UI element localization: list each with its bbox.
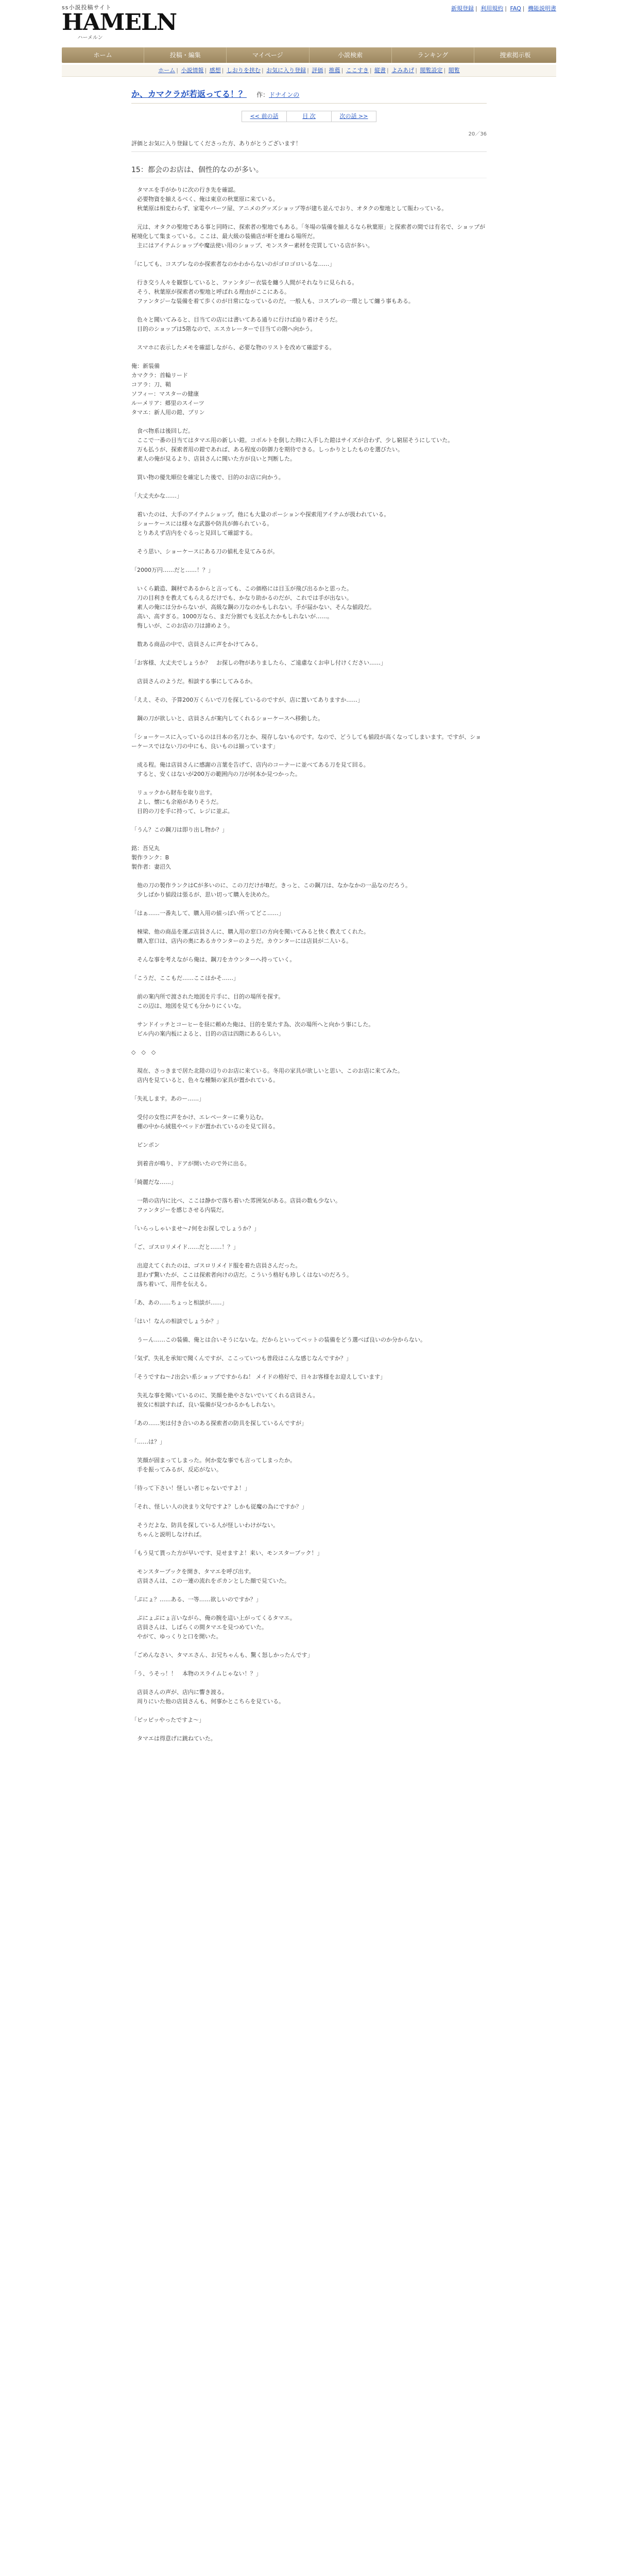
body-paragraph: ファンタジーを感じさせる内装だ。 — [131, 1207, 228, 1213]
nav-search-board[interactable]: 捜索掲示板 — [500, 52, 531, 59]
blank-line — [131, 723, 487, 733]
body-paragraph: 目的のショップは5階なので、エスカレーターで目当ての階へ向かう。 — [131, 326, 316, 332]
body-paragraph: 「大丈夫かな……」 — [131, 493, 182, 499]
blank-line — [131, 213, 487, 223]
blank-line — [131, 269, 487, 278]
blank-line — [131, 1410, 487, 1419]
blank-line — [131, 482, 487, 492]
blank-line — [131, 900, 487, 909]
nav-ranking[interactable]: ランキング — [392, 47, 474, 63]
blank-line — [131, 872, 487, 881]
site-logo[interactable] — [62, 3, 177, 41]
author-link[interactable]: ドナインの — [269, 91, 300, 98]
body-paragraph: 俺：新装備 — [131, 363, 160, 369]
blank-line — [131, 464, 487, 473]
nav-novel-search[interactable]: 小説検索 — [310, 47, 392, 63]
body-paragraph: 失礼な事を聞いているのに、笑顔を絶やさないでいてくれる店員さん。 — [131, 1392, 319, 1399]
episode-count: 20／36 — [468, 131, 487, 137]
body-paragraph: 棚の中から絨毯やベッドが置かれているのを見て回る。 — [131, 1123, 279, 1130]
body-paragraph: 色々と聞いてみると、目当ての店には書いてある通りに行けば辿り着けそうだ。 — [131, 316, 341, 323]
body-paragraph: 鋼の刀が欲しいと、店員さんが案内してくれるショーケースへ移動した。 — [131, 715, 324, 722]
author-line — [256, 91, 299, 98]
novel-header — [131, 88, 487, 104]
separator: | — [221, 67, 224, 74]
subnav-novel-info[interactable]: 小説情報 — [181, 67, 204, 74]
blank-line — [131, 1233, 487, 1243]
body-paragraph: ぷにょぷにょ言いながら、俺の腕を這い上がってくるタマエ。 — [131, 1615, 296, 1621]
subnav-bookmark[interactable]: しおりを挟む — [226, 67, 261, 74]
body-paragraph: 「いらっしゃいませ～♪何をお探しでしょうか？」 — [131, 1225, 260, 1232]
episode-pager — [242, 111, 376, 122]
blank-line — [131, 751, 487, 760]
body-paragraph: 「ご、ゴスロリメイド……だと……！？」 — [131, 1244, 239, 1250]
body-paragraph: 悔しいが、このお店の刀は諦めよう。 — [131, 622, 233, 629]
blank-line — [131, 1725, 487, 1734]
chapter-title: 15：都会のお店は、個性的なのが多い。 — [131, 164, 487, 178]
site-header — [0, 0, 618, 40]
body-paragraph: 「ごめんなさい、タマエさん、お兄ちゃんも、驚く怒しかったんです」 — [131, 1652, 313, 1658]
terms-link[interactable]: 利用規約 — [480, 5, 504, 12]
separator: | — [443, 67, 446, 74]
body-paragraph: そうだよな、防具を探している人が怪しいわけがない。 — [131, 1522, 279, 1529]
novel-title[interactable]: か、カマクラが若返ってる！？ — [131, 89, 247, 99]
separator: | — [176, 67, 179, 74]
body-paragraph: 「う、うそっ！！ 本物のスライムじゃない！？」 — [131, 1670, 262, 1677]
body-paragraph: 「それ、怪しい人の決まり文句ですよ？しかも従魔の為にですか？」 — [131, 1503, 307, 1510]
body-paragraph: 棟梁、他の商品を運ぶ店員さんに、購入用の窓口の方向を聞いてみると快く教えてくれた。 — [131, 928, 369, 935]
body-paragraph: 銘：吾兄丸 — [131, 845, 160, 852]
nav-mypage[interactable]: マイページ — [227, 47, 309, 63]
blank-line — [131, 1641, 487, 1651]
body-paragraph: 店員さんの声が、店内に響き渡る。 — [131, 1689, 228, 1696]
blank-line — [131, 835, 487, 844]
blank-line — [131, 1289, 487, 1298]
body-paragraph: 落ち着いて、用件を伝える。 — [131, 1281, 211, 1287]
header-utility-links — [451, 4, 556, 12]
subnav-favorite[interactable]: お気に入り登録 — [266, 67, 306, 74]
logo-subtitle: ハーメルン — [77, 35, 103, 41]
separator: | — [307, 67, 309, 74]
novel-body — [131, 185, 487, 1743]
blank-line — [131, 1215, 487, 1224]
body-paragraph: 成る程。俺は店員さんに感謝の言葉を告げて、店内のコーナーに並べてある刀を見て回る。 — [131, 761, 369, 768]
body-paragraph: 「あ、あの……ちょっと相談が……」 — [131, 1299, 228, 1306]
body-paragraph: 「はぁ……一番丸して、購入用の値っぽい所ってどこ……」 — [131, 910, 284, 917]
body-paragraph: 「……は？」 — [131, 1438, 165, 1445]
separator: | — [522, 5, 525, 12]
blank-line — [131, 1539, 487, 1549]
body-paragraph: タマエを手がかりに次の行き先を確認。 — [131, 187, 239, 193]
body-paragraph: 「ぷにょ？……ある、一等……欲しいのですか？」 — [131, 1596, 262, 1603]
blank-line — [131, 816, 487, 825]
blank-line — [131, 964, 487, 974]
blank-line — [131, 1475, 487, 1484]
body-paragraph: スマホに表示したメモを確認しながら、必要な物のリストを改めて確認する。 — [131, 344, 335, 351]
body-paragraph: 前の案内所で渡された地図を片手に、目的の場所を探す。 — [131, 993, 284, 1000]
body-paragraph: 「こうだ、ここもだ……ここはかそ……」 — [131, 975, 239, 981]
subnav-home[interactable]: ホーム — [158, 67, 176, 74]
body-paragraph: ルーメリア：郷里のスイーツ — [131, 400, 204, 406]
blank-line — [131, 1057, 487, 1066]
blank-line — [131, 1679, 487, 1688]
blank-line — [131, 686, 487, 696]
global-nav — [62, 47, 556, 63]
body-paragraph: ソフィー：マスターの健康 — [131, 391, 199, 397]
toc-link[interactable]: 目 次 — [287, 111, 332, 122]
body-paragraph: 受付の女性に声をかけ、エレベーターに乗り込む。 — [131, 1114, 267, 1121]
subnav-rate[interactable]: 評価 — [312, 67, 323, 74]
blank-line — [131, 352, 487, 362]
separator: | — [369, 67, 372, 74]
body-paragraph: ◇ ◇ ◇ — [131, 1049, 156, 1056]
body-paragraph: モンスターブックを開き、タマエを呼び出す。 — [131, 1568, 255, 1575]
blank-line — [131, 1586, 487, 1595]
logo-tagline: ss小説投稿サイト — [62, 4, 112, 11]
body-paragraph: コアラ：刀、鞘 — [131, 381, 171, 388]
blank-line — [131, 334, 487, 343]
body-paragraph: とりあえず店内をぐるっと見回して確認する。 — [131, 530, 256, 536]
body-paragraph: 行き交う人々を観察していると、ファンタジー衣装を纏う人間がそれなりに見られる。 — [131, 279, 358, 286]
body-paragraph: 刀の目利きを教えてもらえるだけでも、かなり助かるのだが、これでは手が出ない。 — [131, 595, 352, 601]
body-paragraph: 製作ランク：B — [131, 854, 169, 861]
blank-line — [131, 1104, 487, 1113]
blank-line — [131, 1604, 487, 1614]
blank-line — [131, 250, 487, 260]
body-paragraph: 「待って下さい！怪しい者じゃないですよ！」 — [131, 1485, 250, 1492]
subnav-vertical[interactable]: 縦書 — [374, 67, 386, 74]
body-paragraph: 万も払うが、探索者用の鎧であれば、ある程度の防御力を期待できる。しっかりとしたものを選びたい。 — [131, 446, 403, 453]
body-paragraph: 少しばかり値段は張るが、思い切って購入を決めた。 — [131, 891, 273, 898]
body-paragraph: うーん……この装備、俺とは合いそうにないな。だからといってペットの装備をどう選べば良いのか分からない。 — [131, 1336, 426, 1343]
logo-wordmark: HAMELN — [62, 9, 177, 36]
blank-line — [131, 1252, 487, 1261]
body-paragraph: 周りにいた他の店員さんも、何事かとこちらを見ている。 — [131, 1698, 284, 1705]
blank-line — [131, 538, 487, 547]
blank-line — [131, 1512, 487, 1521]
body-paragraph: 現在、さっきまで居た北陸の辺りのお店に来ている。冬用の家具が欲しいと思い、このお店に来てみた。 — [131, 1067, 403, 1074]
body-paragraph: 買い物の優先順位を確定した後で、目的のお店に向かう。 — [131, 474, 284, 481]
blank-line — [131, 1150, 487, 1159]
body-paragraph: 「ショーケースに入っているのは日本の名刀とか、現存しないものです。なので、どうしても値段が高くなってしまいます。ですが、ショーケースではない刀の中にも、良いものは揃っています」 — [131, 734, 482, 750]
body-paragraph: 数ある商品の中で、店員さんに声をかけてみる。 — [131, 641, 262, 648]
nav-home[interactable]: ホーム — [62, 47, 144, 63]
author-preface: 評価とお気に入り登録してくださった方、ありがとうございます！ — [131, 139, 487, 152]
separator: | — [324, 67, 327, 74]
body-paragraph: 高い、高すぎる。1000万なら、まだ分割でも支払えたかもしれないが……。 — [131, 613, 333, 620]
body-paragraph: 笑顔が固まってしまった。何か変な事でも言ってしまったか。 — [131, 1457, 296, 1464]
blank-line — [131, 1345, 487, 1354]
blank-line — [131, 417, 487, 427]
author-prefix: 作： — [256, 91, 269, 98]
body-paragraph: ファンタジーな装備を着て歩くのが日常になっているのだ。一般人も、コスプレの一環として纏う事もある。 — [131, 298, 414, 304]
body-paragraph: 「お客様、大丈夫でしょうか？ お探しの物がありましたら、ご遠慮なくお申し付けください……」 — [131, 659, 386, 666]
nav-post-edit[interactable]: 投稿・編集 — [144, 47, 227, 63]
body-paragraph: そう思い、ショーケースにある刀の値札を見てみるが。 — [131, 548, 279, 555]
body-paragraph: そう、秋葉原が探索者の聖地と呼ばれる理由がここにある。 — [131, 289, 290, 295]
blank-line — [131, 649, 487, 658]
body-paragraph: 元は、オタクの聖地である事と同時に、探索者の聖地でもある。「冬場の装備を揃えるなら秋葉原」と探索者の間では有名で、ショップが秘境化して集まっている。ここは、最大級の装備店が軒を連ねる場所だ。 — [131, 224, 486, 240]
body-paragraph: 秋葉原は相変わらず、家電やパーツ屋、アニメのグッズショップ等が建ち並んでおり、オタクの聖地として賑わっている。 — [131, 205, 448, 212]
blank-line — [131, 1326, 487, 1335]
body-paragraph: タマエ：新人用の鎧、プリン — [131, 409, 205, 416]
blank-line — [131, 983, 487, 992]
body-paragraph: 主にはアイテムショップや魔法使い用のショップ、モンスター素材を売買している店が多い。 — [131, 242, 373, 249]
subnav-reviews[interactable]: 感想 — [209, 67, 221, 74]
novel-main — [131, 88, 487, 1743]
body-paragraph: 思わず驚いたが、ここは探索者向けの店だ。こういう格好も珍しくはないのだろう。 — [131, 1272, 352, 1278]
body-paragraph: 着いたのは、大手のアイテムショップ。他にも大量のポーションや探索用アイテムが扱われている。 — [131, 511, 390, 518]
blank-line — [131, 1168, 487, 1178]
body-paragraph: そんな事を考えながら俺は、鋼刀をカウンターへ持っていく。 — [131, 956, 296, 963]
body-paragraph: ショーケースには様々な武器や防具が飾られている。 — [131, 520, 273, 527]
body-paragraph: 「綺麗だな……」 — [131, 1179, 177, 1185]
body-paragraph: 「もう見て貰った方が早いです、見せますよ！来い、モンスターブック！」 — [131, 1550, 323, 1556]
blank-line — [131, 1428, 487, 1437]
separator: | — [505, 5, 507, 12]
blank-line — [131, 1382, 487, 1391]
blank-line — [131, 705, 487, 714]
blank-line — [131, 918, 487, 927]
body-paragraph: いくら鍛造、鋼材であるからと言っても、この価格には目玉が飛び出るかと思った。 — [131, 585, 352, 592]
blank-line — [131, 668, 487, 677]
blank-line — [131, 1363, 487, 1372]
next-episode-link[interactable]: 次の話 >> — [339, 113, 368, 120]
body-paragraph: 「にしても、コスプレなのか探索者なのかわからないのがゴロゴロいるな……」 — [131, 261, 335, 267]
body-paragraph: ビル内の案内板によると、目的の店は四階にあるらしい。 — [131, 1030, 284, 1037]
subnav-read-aloud[interactable]: よみあげ — [391, 67, 415, 74]
subnav-view-settings[interactable]: 閲覧設定 — [420, 67, 443, 74]
body-paragraph: この辺は、地図を見ても分かりにくいな。 — [131, 1003, 245, 1009]
body-paragraph: 店員さんは、しばらくの間タマエを見つめていた。 — [131, 1624, 267, 1631]
body-paragraph: 彼女に相談すれば、良い装備が見つかるかもしれない。 — [131, 1401, 279, 1408]
body-paragraph: カマクラ：首輪リード — [131, 372, 188, 379]
subnav-kokosuki[interactable]: ここすき — [346, 67, 369, 74]
body-paragraph: 到着音が鳴り、ドアが開いたので外に出る。 — [131, 1160, 250, 1167]
body-paragraph: 「気ず、失礼を承知で聞くんですが、ここっていつも普段はこんな感じなんですか？」 — [131, 1355, 352, 1362]
body-paragraph: 素人の俺が見るより、店員さんに聞いた方が良いと判断した。 — [131, 455, 296, 462]
body-paragraph: 「そうですね～♪出会い系ショップですからね！ メイドの格好で、日々お客様をお迎えしています」 — [131, 1374, 386, 1380]
blank-line — [131, 501, 487, 510]
blank-line — [131, 631, 487, 640]
body-paragraph: 「失礼します。あのー……」 — [131, 1095, 205, 1102]
subnav-close[interactable]: 閲覧 — [448, 67, 460, 74]
blank-line — [131, 1039, 487, 1048]
body-paragraph: ここで一番の目当てはタマエ用の新しい鎧。コボルトを倒した時に入手した鎧はサイズが合わず、少し窮屈そうにしていた。 — [131, 437, 454, 444]
separator: | — [261, 67, 264, 74]
blank-line — [131, 556, 487, 566]
body-paragraph: 購入窓口は、店内の奥にあるカウンターのようだ。カウンターには店員が二人いる。 — [131, 938, 352, 944]
body-paragraph: 店員さんのようだ。相談する事にしてみるか。 — [131, 678, 256, 685]
separator: | — [341, 67, 344, 74]
body-paragraph: 「うん？この鋼刀は即り出し物か？」 — [131, 826, 228, 833]
feature-manual-link[interactable]: 機能説明書 — [528, 5, 556, 12]
body-paragraph: 手を振ってみるが、反応がない。 — [131, 1466, 222, 1473]
body-paragraph: リュックから財布を取り出す。 — [131, 789, 216, 796]
blank-line — [131, 779, 487, 788]
blank-line — [131, 1493, 487, 1502]
blank-line — [131, 1085, 487, 1094]
body-paragraph: 「あの……実は付き合いのある探索者の防具を探しているんですが」 — [131, 1420, 307, 1427]
blank-line — [131, 1011, 487, 1020]
blank-line — [131, 1447, 487, 1456]
body-paragraph: ちゃんと説明しなければ。 — [131, 1531, 205, 1538]
register-link[interactable]: 新規登録 — [451, 5, 474, 12]
separator: | — [204, 67, 207, 74]
blank-line — [131, 1660, 487, 1669]
blank-line — [131, 1187, 487, 1196]
blank-line — [131, 1706, 487, 1716]
body-paragraph: 店員さんは、この一連の流れをポカンとした顔で見ていた。 — [131, 1578, 290, 1584]
prev-episode-link[interactable]: << 前の話 — [242, 111, 287, 122]
blank-line — [131, 1558, 487, 1567]
faq-link[interactable]: FAQ — [510, 5, 521, 12]
body-paragraph: よし、懐にも余裕がありそうだ。 — [131, 799, 222, 805]
blank-line — [131, 575, 487, 584]
blank-line — [131, 306, 487, 315]
body-paragraph: やがて、ゆっくりと口を開いた。 — [131, 1633, 222, 1640]
body-paragraph: 店内を見ていると、色々な種類の家具が置かれている。 — [131, 1077, 279, 1083]
body-paragraph: 製作者：妻沼久 — [131, 863, 171, 870]
subnav-recommend[interactable]: 推薦 — [329, 67, 340, 74]
body-paragraph: 一階の店内に比べ、ここは静かで落ち着いた雰囲気がある。店員の数も少ない。 — [131, 1197, 341, 1204]
separator: | — [415, 67, 417, 74]
body-paragraph: 「ええ、その、予算200万くらいで刀を探しているのですが、店に置いてありますか……」 — [131, 697, 364, 703]
body-paragraph: ピンポン — [131, 1142, 160, 1148]
body-paragraph: 必要物資を揃えるべく、俺は東京の秋葉原に来ている。 — [131, 196, 279, 202]
body-paragraph: 食べ物系は後回しだ。 — [131, 428, 194, 434]
body-paragraph: すると、安くはないが200万の範囲内の刀が何本か見つかった。 — [131, 771, 301, 777]
body-paragraph: 他の刀の製作ランクはCが多いのに、この刀だけがBだ。きっと、この鋼刀は、なかなかの一品なのだろう。 — [131, 882, 411, 889]
separator: | — [387, 67, 389, 74]
body-paragraph: 「2000万円……だと……！？」 — [131, 567, 214, 573]
novel-subnav — [62, 65, 556, 77]
body-paragraph: 「ピッピッやったですよ～」 — [131, 1717, 205, 1723]
body-paragraph: タマエは得意げに跳ねていた。 — [131, 1735, 216, 1742]
body-paragraph: 目的の刀を手に持って、レジに並ぶ。 — [131, 808, 233, 815]
blank-line — [131, 1308, 487, 1317]
separator: | — [475, 5, 477, 12]
body-paragraph: サンドイッチとコーヒーを昼に頼めた俺は、目的を果たす為、次の場所へと向かう事にした。 — [131, 1021, 374, 1028]
body-paragraph: 素人の俺には分からないが、高級な鋼の刀なのかもしれない。手が届かない、そんな値段だ。 — [131, 604, 375, 611]
body-paragraph: 「はい！なんの相談でしょうか？」 — [131, 1318, 222, 1325]
blank-line — [131, 946, 487, 955]
blank-line — [131, 1131, 487, 1141]
body-paragraph: 出迎えてくれたのは、ゴスロリメイド服を着た店員さんだった。 — [131, 1262, 301, 1269]
